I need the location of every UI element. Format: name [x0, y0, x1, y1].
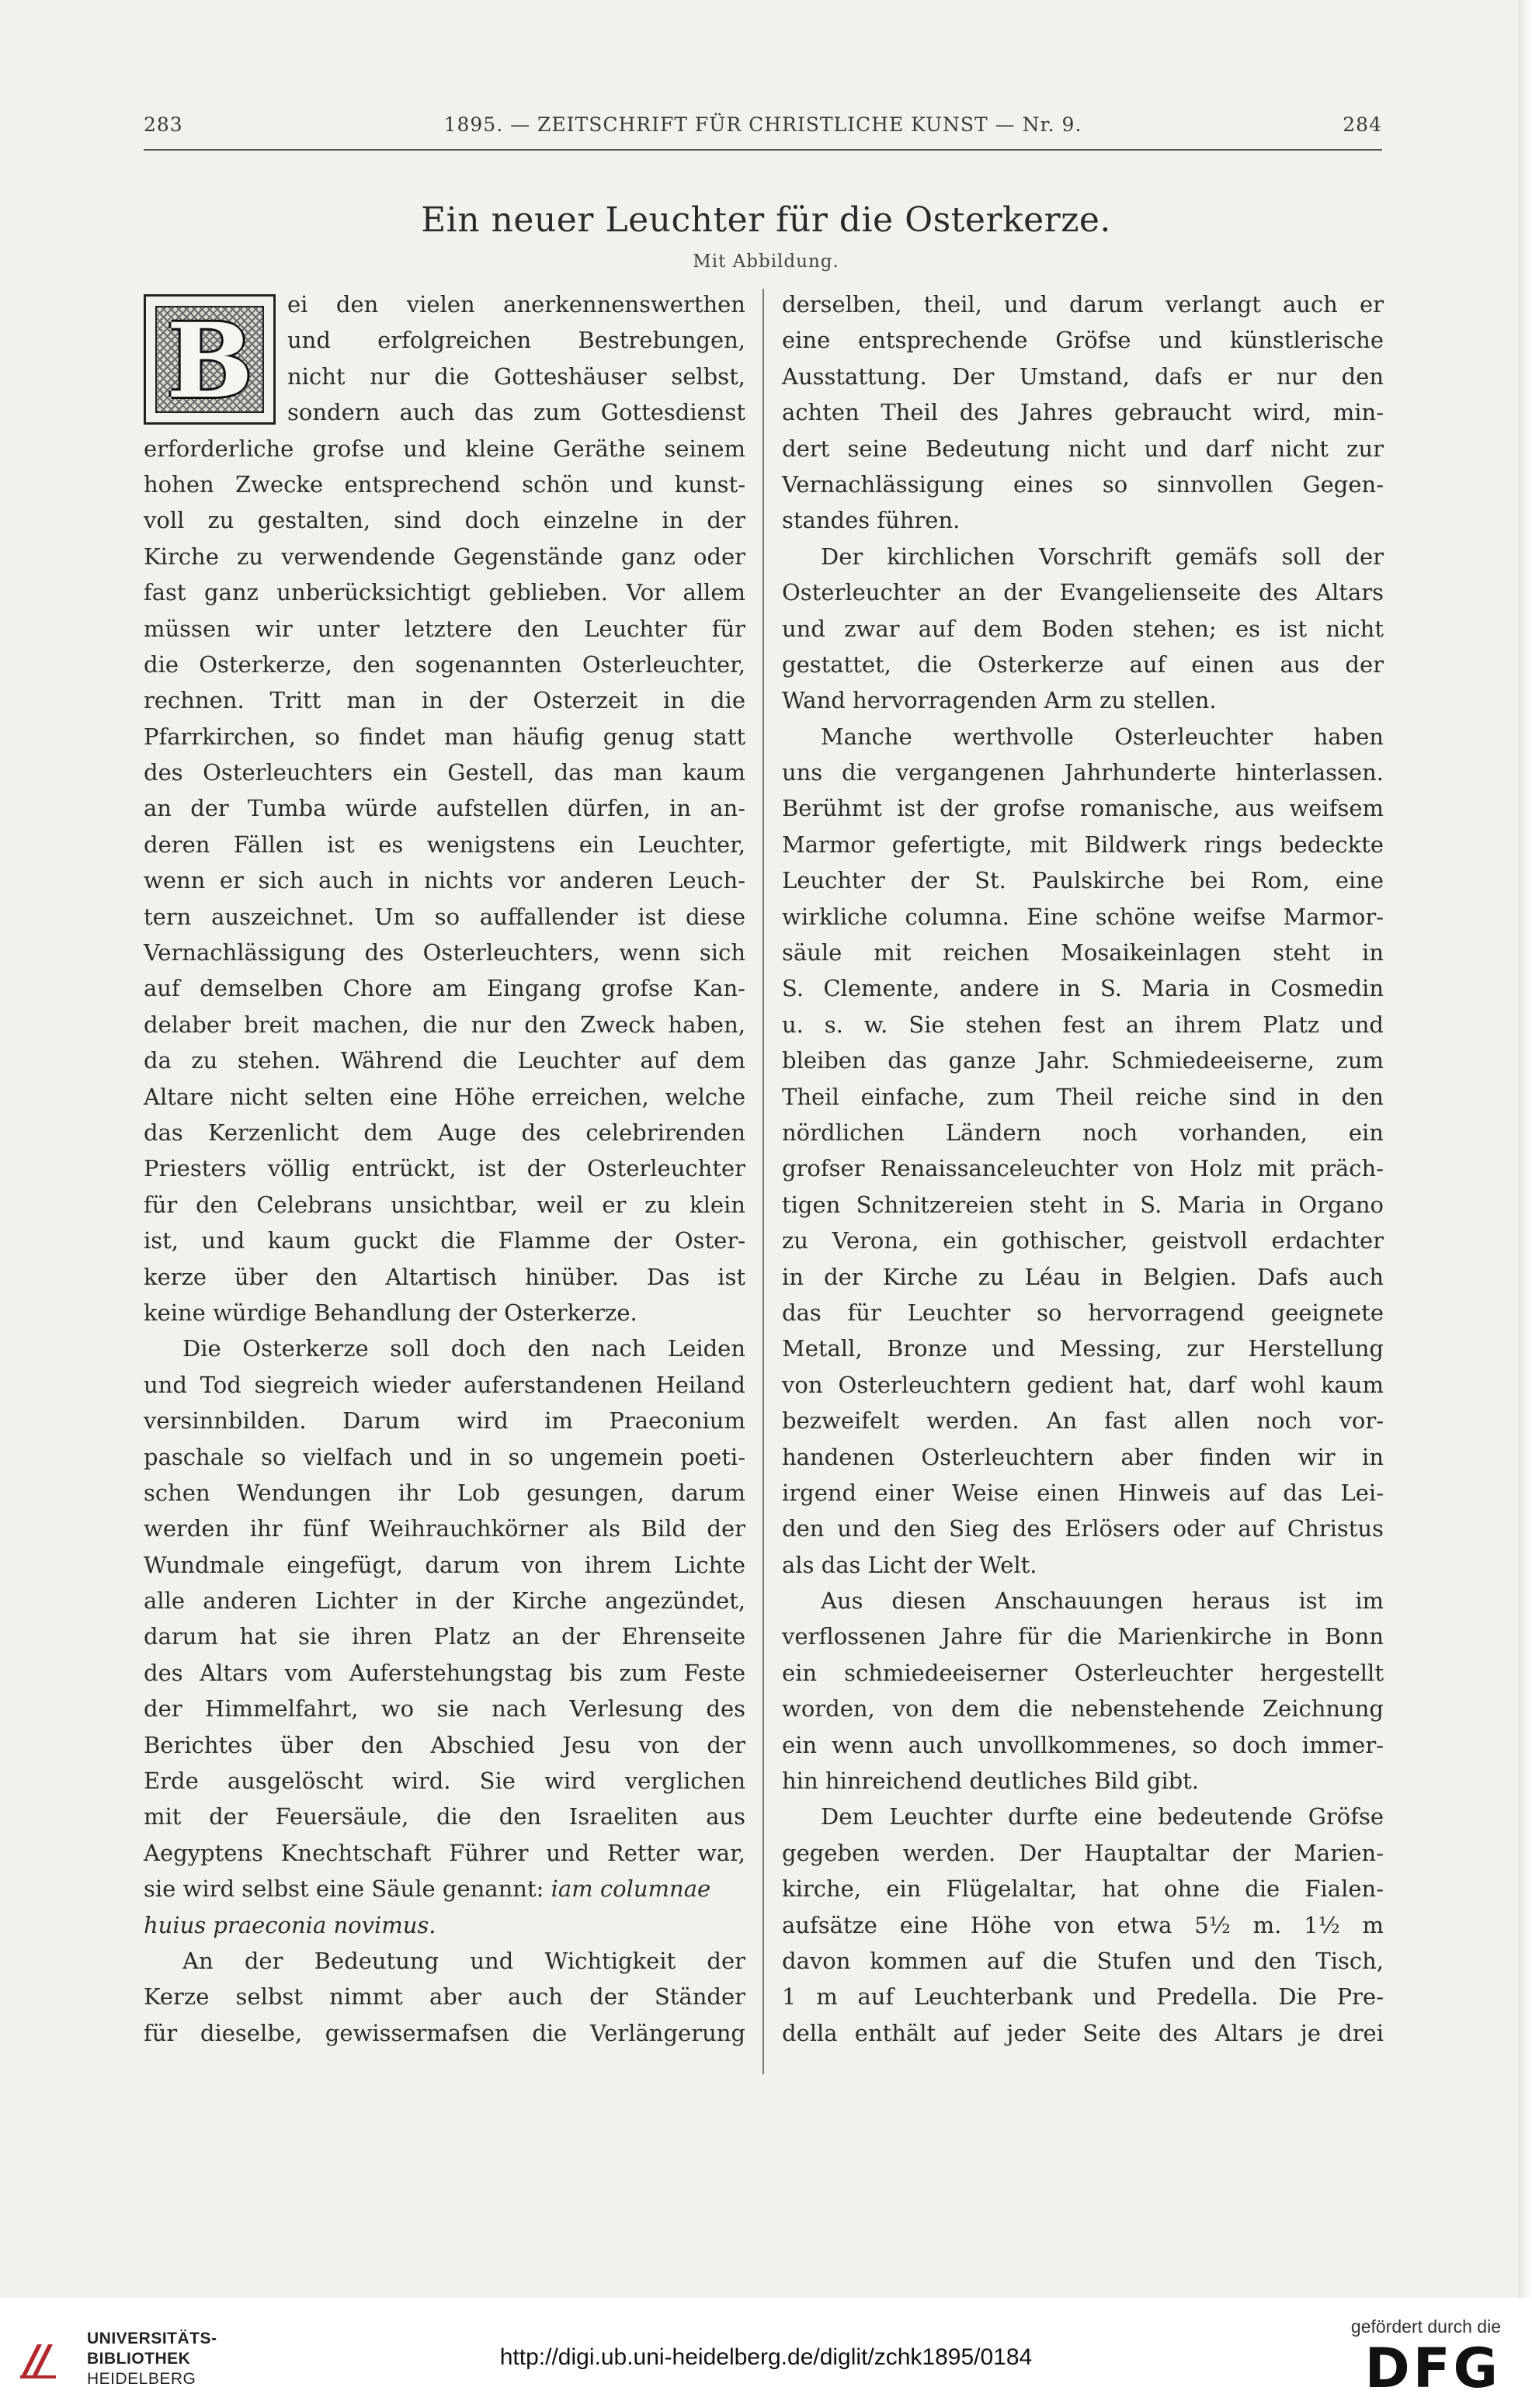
text-line: zu Verona, ein gothischer, geistvoll erdachter: [782, 1227, 1384, 1254]
text-line: Vernachlässigung des Osterleuchters, wenn sich: [144, 939, 745, 966]
text-line: als das Licht der Welt.: [782, 1551, 1037, 1578]
text-line: achten Theil des Jahres gebraucht wird, min-: [782, 399, 1384, 426]
text-line: Wundmale eingefügt, darum von ihrem Lichte: [144, 1551, 745, 1578]
text-line: kerze über den Altartisch hinüber. Das ist: [144, 1263, 745, 1290]
text-line: 1 m auf Leuchterbank und Predella. Die Pre-: [782, 1983, 1384, 2011]
text-line: werden ihr fünf Weihrauchkörner als Bild der: [144, 1515, 745, 1542]
text-line: Wand hervorragenden Arm zu stellen.: [782, 687, 1217, 714]
text-line: deren Fällen ist es wenigstens ein Leuchter,: [144, 831, 745, 858]
text-line: handenen Osterleuchtern aber finden wir in: [782, 1443, 1384, 1470]
text-line: standes führen.: [782, 507, 961, 534]
text-line: verflossenen Jahre für die Marienkirche in Bonn: [782, 1623, 1384, 1650]
text-line: für den Celebrans unsichtbar, weil er zu klein: [144, 1191, 745, 1218]
page-number-right: 284: [1343, 113, 1382, 136]
text-line: derselben, theil, und darum verlangt auch er: [782, 291, 1384, 317]
text-line: ei den vielen anerkennenswerthen: [287, 291, 745, 317]
text-line: des Osterleuchters ein Gestell, das man kaum: [144, 759, 745, 786]
text-line: Aus diesen Anschauungen heraus ist im: [821, 1587, 1384, 1615]
text-line: An der Bedeutung und Wichtigkeit der: [182, 1947, 745, 1974]
text-line: Vernachlässigung eines so sinnvollen Gegen-: [782, 470, 1384, 498]
text-line: Marmor gefertigte, mit Bildwerk rings bedeckte: [782, 831, 1384, 858]
article-title: Ein neuer Leuchter für die Osterkerze.: [421, 200, 1111, 240]
text-line: an der Tumba würde aufstellen dürfen, in an-: [144, 795, 745, 822]
text-line: für dieselbe, gewissermafsen die Verlängerung: [144, 2019, 745, 2046]
text-line: Pfarrkirchen, so findet man häufig genug statt: [144, 723, 745, 750]
article-subtitle: Mit Abbildung.: [693, 252, 839, 272]
text-line: tern auszeichnet. Um so auffallender ist diese: [144, 903, 745, 930]
journal-header: 1895. — ZEITSCHRIFT FÜR CHRISTLICHE KUNST — Nr. 9.: [443, 113, 1082, 136]
text-column-left: [144, 286, 745, 2051]
text-line: das für Leuchter so hervorragend geeignete: [782, 1299, 1384, 1326]
text-line: aufsätze eine Höhe von etwa 5½ m. 1½ m: [782, 1911, 1384, 1938]
drop-cap-letter: B: [166, 301, 253, 422]
library-name-line: HEIDELBERG: [87, 2370, 196, 2388]
text-line: Leuchter der St. Paulskirche bei Rom, eine: [782, 867, 1384, 894]
text-line: Altare nicht selten eine Höhe erreichen, welche: [144, 1083, 745, 1110]
text-line: Theil einfache, zum Theil reiche sind in den: [782, 1083, 1384, 1110]
text-line: Osterleuchter an der Evangelienseite des Altars: [782, 579, 1384, 606]
text-line: u. s. w. Sie stehen fest an ihrem Platz und: [782, 1011, 1384, 1038]
text-line: in der Kirche zu Léau in Belgien. Dafs auch: [782, 1263, 1384, 1290]
text-line: davon kommen auf die Stufen und den Tisch,: [782, 1947, 1384, 1974]
text-line: fast ganz unberücksichtigt geblieben. Vor allem: [144, 579, 745, 606]
text-line: bezweifelt werden. An fast allen noch vor-: [782, 1407, 1384, 1435]
text-line: eine entsprechende Gröfse und künstlerische: [782, 327, 1384, 354]
running-head: [144, 113, 1382, 140]
text-line: da zu stehen. Während die Leuchter auf dem: [144, 1047, 745, 1074]
library-name-line: UNIVERSITÄTS-: [87, 2330, 217, 2347]
text-line: des Altars vom Auferstehungstag bis zum Feste: [144, 1659, 745, 1686]
text-line: säule mit reichen Mosaikeinlagen steht in: [782, 939, 1384, 966]
text-column-right: [782, 286, 1384, 2051]
funding-label: gefördert durch die: [1350, 2316, 1501, 2337]
text-line: Aegyptens Knechtschaft Führer und Retter war,: [144, 1839, 745, 1866]
text-line: hin hinreichend deutliches Bild gibt.: [782, 1768, 1200, 1795]
column-divider: [763, 289, 764, 2074]
text-line: worden, von dem die nebenstehende Zeichnung: [782, 1695, 1384, 1723]
text-line: Kirche zu verwendende Gegenstände ganz oder: [144, 543, 745, 570]
text-line: müssen wir unter letztere den Leuchter für: [144, 615, 745, 642]
text-line: Die Osterkerze soll doch den nach Leiden: [182, 1335, 745, 1362]
text-line: S. Clemente, andere in S. Maria in Cosmedin: [782, 975, 1384, 1002]
text-line: bleiben das ganze Jahr. Schmiedeeiserne, zum: [782, 1047, 1384, 1074]
text-line: gestattet, die Osterkerze auf einen aus der: [782, 651, 1384, 678]
text-line: wirkliche columna. Eine schöne weifse Marmor-: [782, 903, 1384, 930]
text-line: alle anderen Lichter in der Kirche angezündet,: [144, 1587, 745, 1615]
text-line: die Osterkerze, den sogenannten Osterleuchter,: [144, 651, 745, 678]
text-line: Dem Leuchter durfte eine bedeutende Gröfse: [821, 1803, 1384, 1830]
library-name-line: BIBLIOTHEK: [87, 2350, 191, 2368]
text-line: dert seine Bedeutung nicht und darf nicht zur: [782, 435, 1384, 462]
text-line: ein wenn auch unvollkommenes, so doch immer-: [782, 1731, 1384, 1758]
text-line: paschale so vielfach und in so ungemein poeti-: [144, 1443, 745, 1470]
text-line: voll zu gestalten, sind doch einzelne in der: [144, 507, 745, 534]
text-line: schen Wendungen ihr Lob gesungen, darum: [144, 1479, 745, 1506]
text-line: delaber breit machen, die nur den Zweck haben,: [144, 1011, 745, 1038]
dfg-logo: DFG: [1364, 2337, 1501, 2400]
text-line: Erde ausgelöscht wird. Sie wird verglichen: [144, 1768, 745, 1795]
text-line: Kerze selbst nimmt aber auch der Ständer: [144, 1983, 745, 2011]
latin-quote: huius praeconia novimus.: [144, 1911, 436, 1938]
text-line: irgend einer Weise einen Hinweis auf das Lei-: [782, 1479, 1384, 1506]
text-line: das Kerzenlicht dem Auge des celebrirenden: [144, 1119, 745, 1146]
text-line: ist, und kaum guckt die Flamme der Oster-: [144, 1227, 745, 1254]
text-line: tigen Schnitzereien steht in S. Maria in Organo: [782, 1191, 1384, 1218]
page-edge-shadow: [1518, 0, 1532, 2298]
text-line: der Himmelfahrt, wo sie nach Verlesung des: [144, 1695, 745, 1723]
text-line: auf demselben Chore am Eingang grofse Kan-: [144, 975, 745, 1002]
text-line: sondern auch das zum Gottesdienst: [287, 399, 745, 426]
text-line: nicht nur die Gotteshäuser selbst,: [287, 363, 745, 390]
text-line: mit der Feuersäule, die den Israeliten aus: [144, 1803, 745, 1830]
text-line: und Tod siegreich wieder auferstandenen Heiland: [144, 1371, 745, 1398]
text-segment: sie wird selbst eine Säule genannt:: [144, 1875, 544, 1903]
text-line: Berühmt ist der grofse romanische, aus weifsem: [782, 795, 1384, 822]
text-line: grofser Renaissanceleuchter von Holz mit präch-: [782, 1155, 1384, 1182]
text-line: uns die vergangenen Jahrhunderte hinterlassen.: [782, 759, 1384, 786]
text-line: darum hat sie ihren Platz an der Ehrenseite: [144, 1623, 745, 1650]
text-line: nördlichen Ländern noch vorhanden, ein: [782, 1119, 1384, 1146]
text-line: und zwar auf dem Boden stehen; es ist nicht: [782, 615, 1384, 642]
text-line: Berichtes über den Abschied Jesu von der: [144, 1731, 745, 1758]
text-line: den und den Sieg des Erlösers oder auf Christus: [782, 1515, 1384, 1542]
text-line: Manche werthvolle Osterleuchter haben: [821, 723, 1384, 750]
text-line: gegeben werden. Der Hauptaltar der Marien-: [782, 1839, 1384, 1866]
text-line: von Osterleuchtern gedient hat, darf wohl kaum: [782, 1371, 1384, 1398]
text-line: und erfolgreichen Bestrebungen,: [287, 327, 745, 354]
text-line: versinnbilden. Darum wird im Praeconium: [144, 1407, 745, 1435]
text-line: Der kirchlichen Vorschrift gemäfs soll der: [821, 543, 1384, 570]
text-line: rechnen. Tritt man in der Osterzeit in die: [144, 687, 745, 714]
text-line: kirche, ein Flügelaltar, hat ohne die Fialen-: [782, 1875, 1384, 1903]
header-rule: [144, 149, 1382, 151]
latin-quote: iam columnae: [551, 1875, 711, 1903]
text-line: wenn er sich auch in nichts vor anderen Leuch-: [144, 867, 745, 894]
text-line: Priesters völlig entrückt, ist der Osterleuchter: [144, 1155, 745, 1182]
text-line: Ausstattung. Der Umstand, dafs er nur den: [782, 363, 1384, 390]
text-line-mixed: [144, 1871, 745, 1907]
text-line: hohen Zwecke entsprechend schön und kunst-: [144, 470, 745, 498]
text-line: Metall, Bronze und Messing, zur Herstellung: [782, 1335, 1384, 1362]
text-line: erforderliche grofse und kleine Geräthe seinem: [144, 435, 745, 462]
text-line: della enthält auf jeder Seite des Altars je drei: [782, 2019, 1384, 2046]
digitization-footer: [0, 2298, 1532, 2408]
permalink-url[interactable]: http://digi.ub.uni-heidelberg.de/diglit/zchk1895/0184: [499, 2344, 1033, 2370]
text-line: ein schmiedeeiserner Osterleuchter hergestellt: [782, 1659, 1384, 1686]
page-number-left: 283: [144, 113, 183, 136]
text-line: keine würdige Behandlung der Osterkerze.: [144, 1299, 637, 1326]
